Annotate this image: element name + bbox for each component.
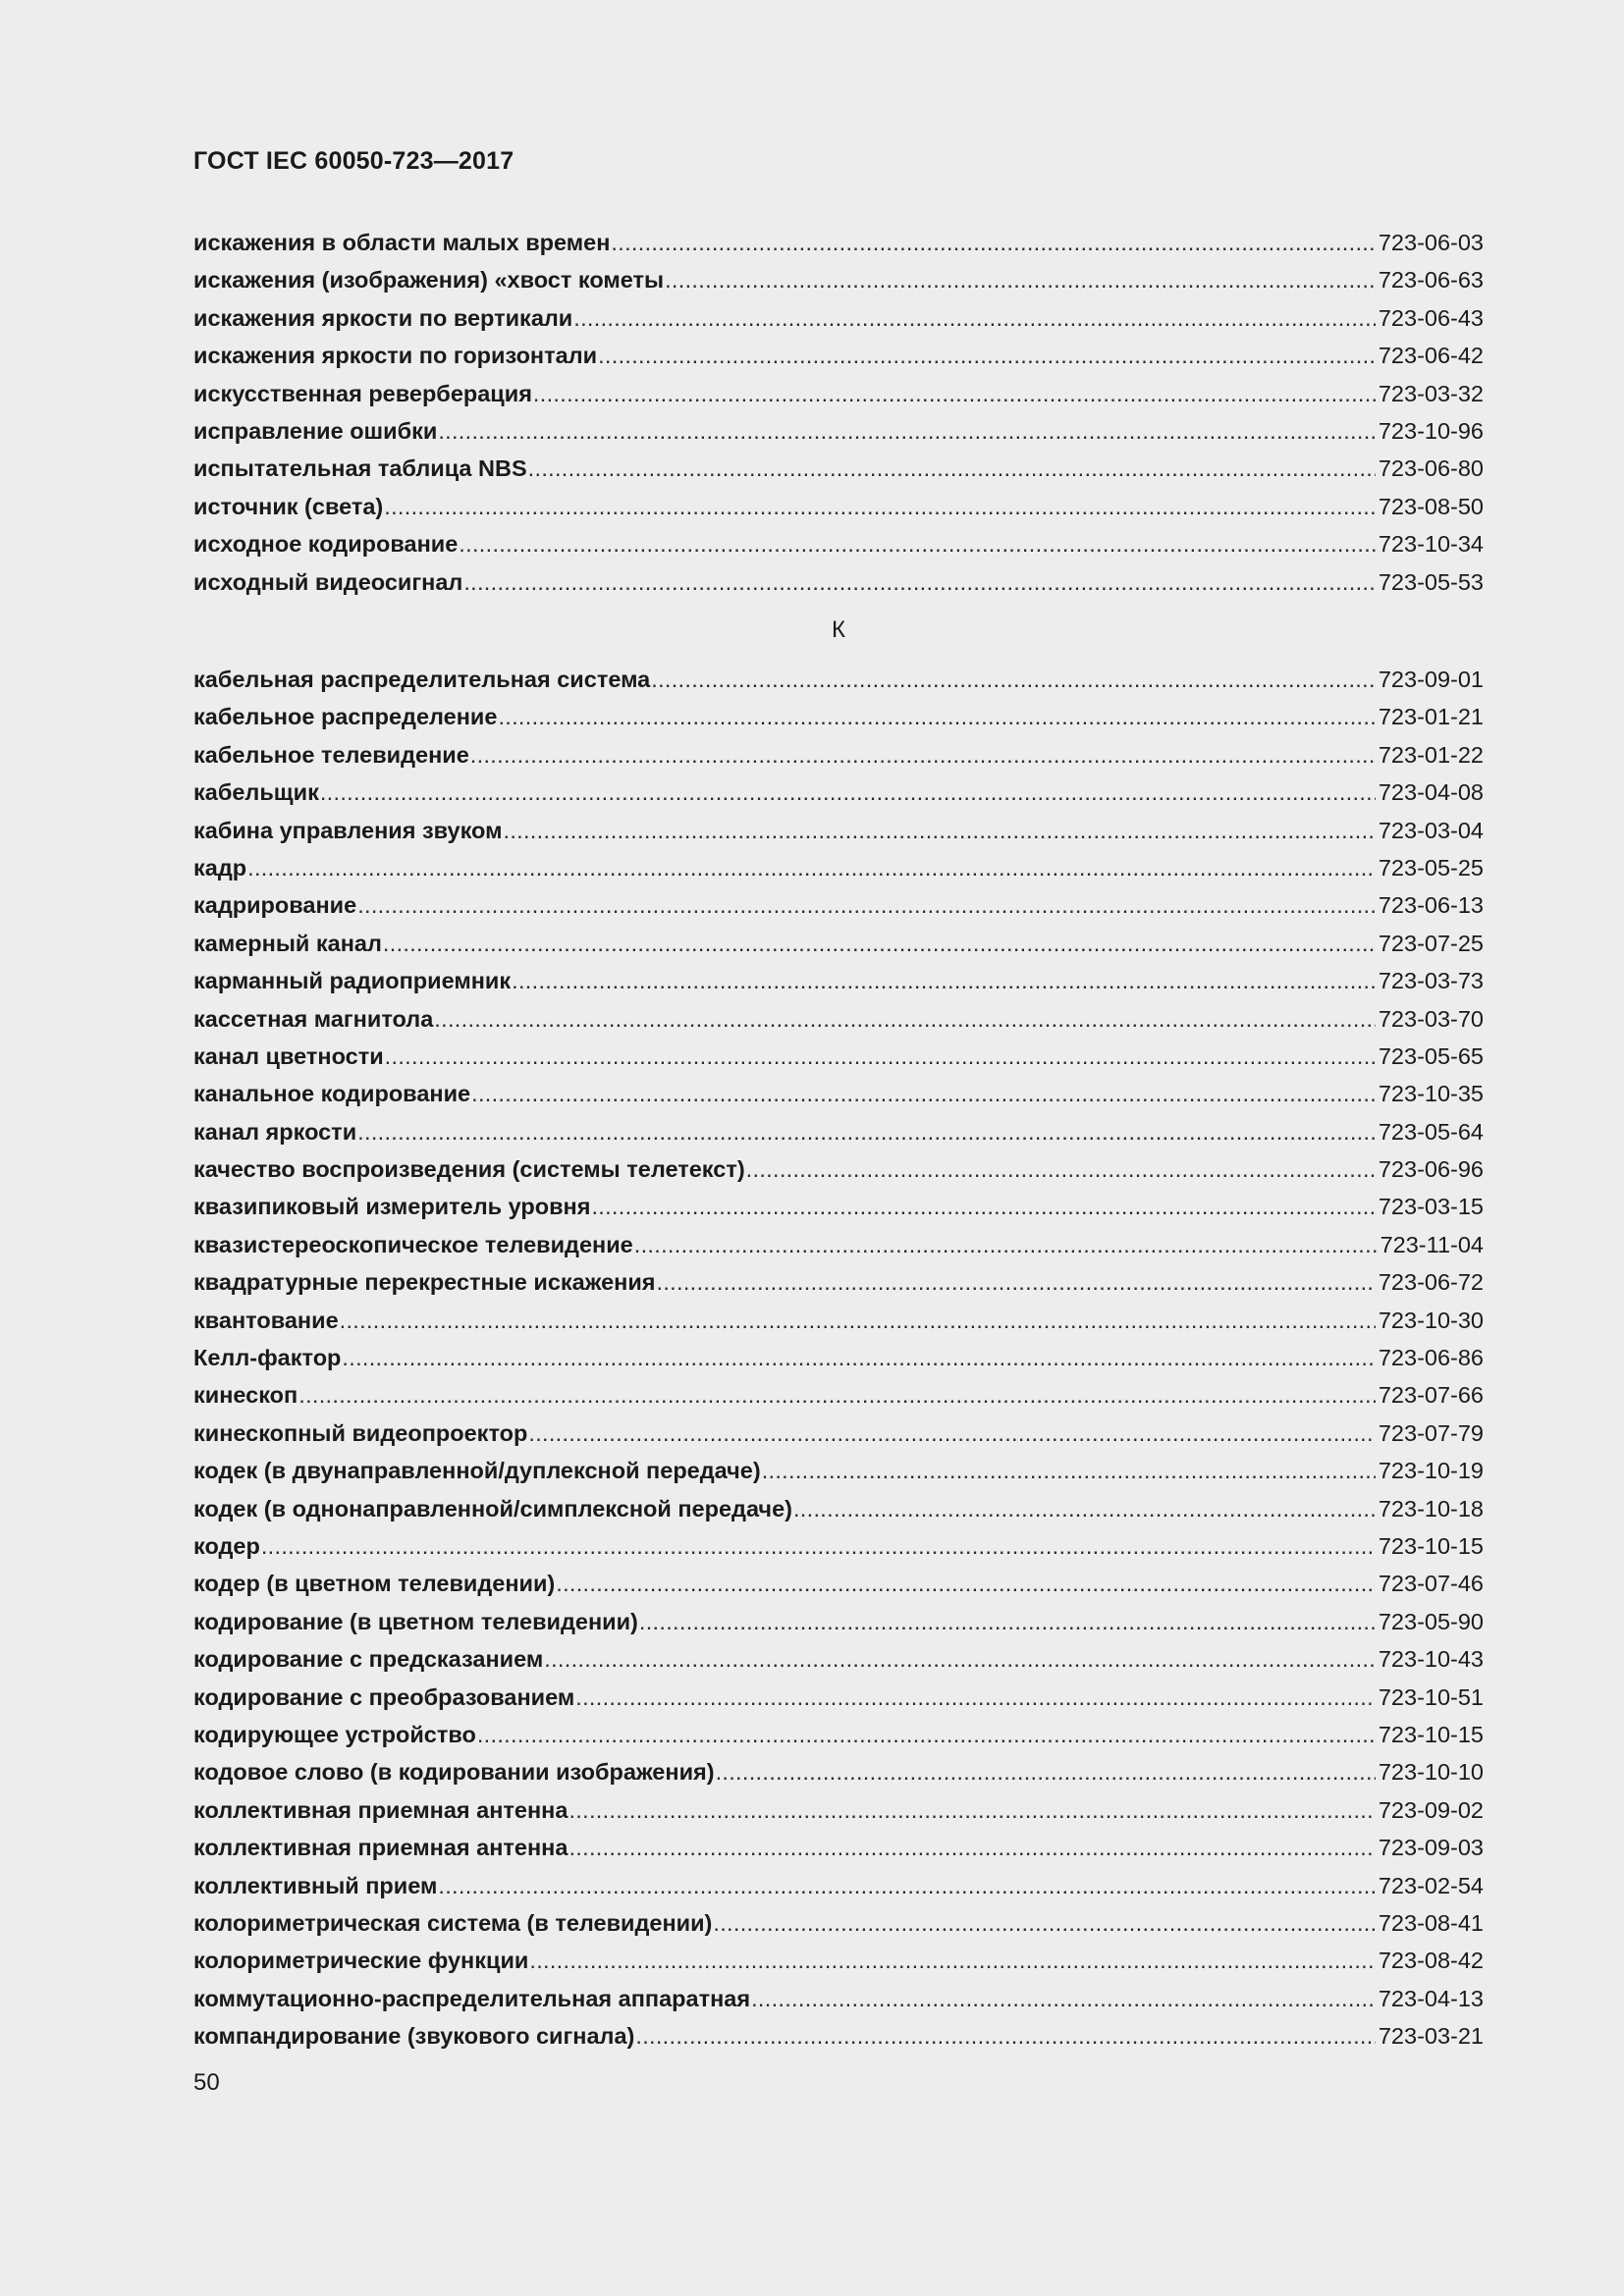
index-code: 723-06-96 bbox=[1378, 1156, 1484, 1183]
dot-leader bbox=[383, 925, 1376, 962]
dot-leader bbox=[568, 1829, 1375, 1866]
dot-leader bbox=[528, 450, 1376, 487]
index-entry bbox=[193, 849, 1484, 886]
index-entry bbox=[193, 1867, 1484, 1904]
index-code: 723-04-08 bbox=[1378, 779, 1484, 806]
dot-leader bbox=[746, 1150, 1376, 1188]
dot-leader bbox=[568, 1791, 1375, 1829]
index-term: компандирование (звукового сигнала) bbox=[193, 2023, 635, 2050]
index-term: коллективная приемная антенна bbox=[193, 1835, 568, 1861]
dot-leader bbox=[463, 563, 1376, 601]
index-code: 723-08-42 bbox=[1378, 1948, 1484, 1974]
index-term: искажения в области малых времен bbox=[193, 230, 611, 255]
dot-leader bbox=[434, 1000, 1376, 1038]
index-code: 723-07-46 bbox=[1378, 1571, 1484, 1597]
index-term: исходный видеосигнал bbox=[193, 568, 463, 595]
index-term: кабельная распределительная система bbox=[193, 667, 651, 692]
dot-leader bbox=[651, 661, 1376, 698]
index-entry bbox=[193, 1603, 1484, 1640]
index-term: искажения (изображения) «хвост кометы bbox=[193, 267, 665, 294]
index-entry bbox=[193, 1415, 1484, 1452]
index-term: колориметрическая система (в телевидении) bbox=[193, 1909, 713, 1936]
index-entry bbox=[193, 337, 1484, 374]
dot-leader bbox=[298, 1376, 1376, 1414]
index-term: коллективный прием bbox=[193, 1872, 438, 1898]
index-term: искусственная реверберация bbox=[193, 380, 532, 406]
index-code: 723-01-21 bbox=[1378, 704, 1484, 730]
index-term: колориметрические функции bbox=[193, 1948, 529, 1974]
dot-leader bbox=[575, 1679, 1376, 1716]
index-term: кабельное распределение bbox=[193, 704, 498, 730]
index-entry bbox=[193, 962, 1484, 999]
index-code: 723-06-43 bbox=[1378, 304, 1484, 331]
dot-leader bbox=[357, 886, 1376, 924]
index-entry bbox=[193, 1527, 1484, 1565]
index-term: кадр bbox=[193, 854, 247, 881]
dot-leader bbox=[320, 774, 1376, 811]
index-entry bbox=[193, 525, 1484, 562]
index-entry bbox=[193, 698, 1484, 735]
index-entry bbox=[193, 1226, 1484, 1263]
index-code: 723-05-90 bbox=[1378, 1608, 1484, 1634]
index-code: 723-10-18 bbox=[1378, 1495, 1484, 1522]
index-code: 723-09-02 bbox=[1378, 1796, 1484, 1823]
index-term: коммутационно-распределительная аппаратная bbox=[193, 1985, 751, 2011]
index-term: кодер (в цветном телевидении) bbox=[193, 1571, 556, 1597]
index-entry bbox=[193, 1150, 1484, 1188]
dot-leader bbox=[716, 1753, 1376, 1790]
index-term: канал яркости bbox=[193, 1118, 357, 1145]
index-term: кадрирование bbox=[193, 892, 357, 919]
index-entry bbox=[193, 1038, 1484, 1075]
index-code: 723-10-35 bbox=[1378, 1081, 1484, 1107]
index-term: кодирование с предсказанием bbox=[193, 1646, 544, 1673]
index-term: кабельное телевидение bbox=[193, 741, 469, 768]
index-entry bbox=[193, 1679, 1484, 1716]
index-entry bbox=[193, 1000, 1484, 1038]
index-term: кодек (в двунаправленной/дуплексной передаче) bbox=[193, 1458, 761, 1484]
index-entry bbox=[193, 299, 1484, 337]
dot-leader bbox=[503, 812, 1375, 849]
index-entry bbox=[193, 224, 1484, 261]
page-number: 50 bbox=[193, 2069, 220, 2096]
index-entry bbox=[193, 261, 1484, 298]
dot-leader bbox=[635, 2017, 1376, 2055]
index-term: качество воспроизведения (системы телетекст) bbox=[193, 1156, 745, 1183]
dot-leader bbox=[573, 299, 1376, 337]
index-entry bbox=[193, 412, 1484, 450]
index-entry bbox=[193, 1188, 1484, 1225]
index-code: 723-03-70 bbox=[1378, 1005, 1484, 1032]
index-code: 723-07-66 bbox=[1378, 1382, 1484, 1409]
index-entry bbox=[193, 1490, 1484, 1527]
index-entry bbox=[193, 1376, 1484, 1414]
index-entry bbox=[193, 1980, 1484, 2017]
dot-leader bbox=[533, 375, 1376, 412]
index-term: канал цветности bbox=[193, 1042, 384, 1069]
index-code: 723-10-43 bbox=[1378, 1646, 1484, 1673]
dot-leader bbox=[498, 698, 1375, 735]
index-code: 723-10-10 bbox=[1378, 1759, 1484, 1786]
index-code: 723-05-53 bbox=[1378, 568, 1484, 595]
index-entry bbox=[193, 1942, 1484, 1979]
dot-leader bbox=[793, 1490, 1376, 1527]
index-entry bbox=[193, 1565, 1484, 1602]
index-term: кодирование с преобразованием bbox=[193, 1683, 575, 1710]
dot-leader bbox=[438, 412, 1376, 450]
index-entry bbox=[193, 450, 1484, 487]
index-entry bbox=[193, 812, 1484, 849]
index-code: 723-04-13 bbox=[1378, 1985, 1484, 2011]
index-code: 723-11-04 bbox=[1380, 1231, 1484, 1257]
index-code: 723-06-13 bbox=[1378, 892, 1484, 919]
index-code: 723-06-80 bbox=[1378, 455, 1484, 482]
index-code: 723-06-03 bbox=[1378, 230, 1484, 255]
index-code: 723-10-96 bbox=[1378, 417, 1484, 444]
index-term: кассетная магнитола bbox=[193, 1005, 434, 1032]
index-code: 723-10-30 bbox=[1378, 1307, 1484, 1333]
index-code: 723-06-42 bbox=[1378, 343, 1484, 369]
index-term: квазипиковый измеритель уровня bbox=[193, 1194, 591, 1220]
index-term: кодирующее устройство bbox=[193, 1721, 476, 1747]
dot-leader bbox=[528, 1415, 1376, 1452]
dot-leader bbox=[611, 224, 1375, 261]
index-entry bbox=[193, 488, 1484, 525]
index-term: кодер bbox=[193, 1532, 260, 1559]
index-code: 723-09-01 bbox=[1378, 667, 1484, 692]
index-code: 723-06-72 bbox=[1378, 1269, 1484, 1296]
index-term: камерный канал bbox=[193, 930, 382, 956]
index-entry bbox=[193, 563, 1484, 601]
index-code: 723-03-04 bbox=[1378, 817, 1484, 843]
index-term: канальное кодирование bbox=[193, 1081, 471, 1107]
index-code: 723-01-22 bbox=[1378, 741, 1484, 768]
index-entry bbox=[193, 736, 1484, 774]
dot-leader bbox=[247, 849, 1376, 886]
index-entry bbox=[193, 2017, 1484, 2055]
index-code: 723-08-50 bbox=[1378, 493, 1484, 519]
index-term: кабельщик bbox=[193, 779, 319, 806]
index-code: 723-09-03 bbox=[1378, 1835, 1484, 1861]
dot-leader bbox=[385, 1038, 1376, 1075]
index-term: коллективная приемная антенна bbox=[193, 1796, 568, 1823]
dot-leader bbox=[762, 1452, 1376, 1489]
dot-leader bbox=[639, 1603, 1376, 1640]
index-entry bbox=[193, 1716, 1484, 1753]
index-entry bbox=[193, 1452, 1484, 1489]
index-term: кодовое слово (в кодировании изображения) bbox=[193, 1759, 715, 1786]
index-entry bbox=[193, 1904, 1484, 1942]
dot-leader bbox=[261, 1527, 1376, 1565]
dot-leader bbox=[471, 1075, 1376, 1112]
index-entry bbox=[193, 774, 1484, 811]
index-term: искажения яркости по вертикали bbox=[193, 304, 573, 331]
dot-leader bbox=[357, 1113, 1376, 1150]
index-code: 723-03-73 bbox=[1378, 968, 1484, 994]
dot-leader bbox=[470, 736, 1376, 774]
dot-leader bbox=[438, 1867, 1375, 1904]
index-entry bbox=[193, 1339, 1484, 1376]
index-code: 723-05-65 bbox=[1378, 1042, 1484, 1069]
index-entry bbox=[193, 925, 1484, 962]
index-term: квазистереоскопическое телевидение bbox=[193, 1231, 633, 1257]
dot-leader bbox=[529, 1942, 1376, 1979]
dot-leader bbox=[751, 1980, 1376, 2017]
index-list-section-i bbox=[193, 224, 1484, 601]
dot-leader bbox=[657, 1263, 1376, 1301]
index-code: 723-10-51 bbox=[1378, 1683, 1484, 1710]
dot-leader bbox=[477, 1716, 1376, 1753]
index-code: 723-10-15 bbox=[1378, 1721, 1484, 1747]
document-header: ГОСТ IEC 60050-723—2017 bbox=[193, 147, 514, 175]
index-entry bbox=[193, 1829, 1484, 1866]
index-term: кодек (в однонаправленной/симплексной передаче) bbox=[193, 1495, 792, 1522]
index-code: 723-05-25 bbox=[1378, 854, 1484, 881]
index-code: 723-06-86 bbox=[1378, 1345, 1484, 1371]
index-entry bbox=[193, 1113, 1484, 1150]
index-entry bbox=[193, 1263, 1484, 1301]
dot-leader bbox=[634, 1226, 1378, 1263]
dot-leader bbox=[384, 488, 1376, 525]
index-entry bbox=[193, 1753, 1484, 1790]
index-term: искажения яркости по горизонтали bbox=[193, 343, 598, 369]
index-term: кабина управления звуком bbox=[193, 817, 503, 843]
index-term: кинескоп bbox=[193, 1382, 298, 1409]
section-letter-k: К bbox=[832, 616, 845, 643]
dot-leader bbox=[340, 1302, 1376, 1339]
index-term: испытательная таблица NBS bbox=[193, 455, 527, 482]
index-term: квантование bbox=[193, 1307, 339, 1333]
index-code: 723-10-15 bbox=[1378, 1532, 1484, 1559]
dot-leader bbox=[544, 1640, 1376, 1678]
index-term: кодирование (в цветном телевидении) bbox=[193, 1608, 638, 1634]
index-term: исходное кодирование bbox=[193, 531, 459, 558]
index-code: 723-07-25 bbox=[1378, 930, 1484, 956]
index-term: квадратурные перекрестные искажения bbox=[193, 1269, 656, 1296]
index-entry bbox=[193, 886, 1484, 924]
dot-leader bbox=[665, 261, 1376, 298]
index-term: Келл-фактор bbox=[193, 1345, 342, 1371]
dot-leader bbox=[459, 525, 1376, 562]
index-term: источник (света) bbox=[193, 493, 384, 519]
dot-leader bbox=[591, 1188, 1375, 1225]
index-code: 723-07-79 bbox=[1378, 1419, 1484, 1446]
index-code: 723-10-19 bbox=[1378, 1458, 1484, 1484]
index-term: исправление ошибки bbox=[193, 417, 438, 444]
index-term: карманный радиоприемник bbox=[193, 968, 512, 994]
index-list-section-k bbox=[193, 661, 1484, 2055]
dot-leader bbox=[556, 1565, 1376, 1602]
dot-leader bbox=[512, 962, 1376, 999]
index-entry bbox=[193, 1075, 1484, 1112]
index-code: 723-03-21 bbox=[1378, 2023, 1484, 2050]
index-code: 723-08-41 bbox=[1378, 1909, 1484, 1936]
index-entry bbox=[193, 1302, 1484, 1339]
index-entry bbox=[193, 1640, 1484, 1678]
index-code: 723-03-15 bbox=[1378, 1194, 1484, 1220]
index-entry bbox=[193, 661, 1484, 698]
index-entry bbox=[193, 1791, 1484, 1829]
index-code: 723-03-32 bbox=[1378, 380, 1484, 406]
dot-leader bbox=[713, 1904, 1375, 1942]
index-code: 723-06-63 bbox=[1378, 267, 1484, 294]
index-code: 723-10-34 bbox=[1378, 531, 1484, 558]
index-entry bbox=[193, 375, 1484, 412]
index-code: 723-05-64 bbox=[1378, 1118, 1484, 1145]
dot-leader bbox=[598, 337, 1376, 374]
dot-leader bbox=[342, 1339, 1375, 1376]
index-term: кинескопный видеопроектор bbox=[193, 1419, 528, 1446]
index-code: 723-02-54 bbox=[1378, 1872, 1484, 1898]
